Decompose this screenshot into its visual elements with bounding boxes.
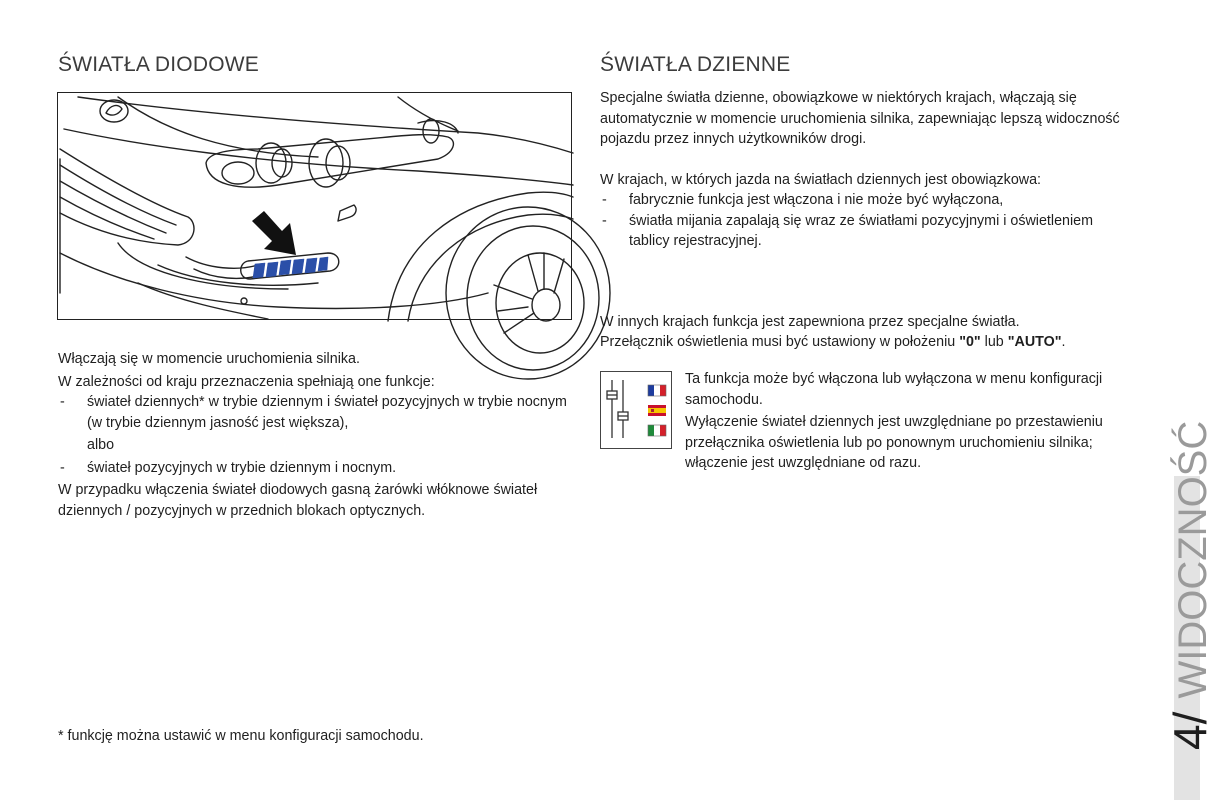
paragraph: W przypadku włączenia świateł diodowych gasną żarówki włóknowe świateł dziennych / pozycyjnych w przednich blokach optycznych.	[58, 482, 538, 519]
config-menu-note	[685, 369, 1115, 474]
paragraph: Ta funkcja może być włączona lub wyłączona w menu konfiguracji samochodu.	[685, 371, 1103, 408]
dash-list	[58, 392, 578, 433]
flag-es-icon	[648, 405, 666, 416]
chapter-number: 4	[1164, 724, 1216, 750]
brand-badge-icon	[100, 100, 128, 122]
paragraph: Wyłączenie świateł dziennych jest uwzględniane po przestawieniu przełącznika oświetlenia lub po ponownym uruchomieniu silnika; włączenie jest uwzględniane od razu.	[685, 414, 1103, 471]
section-title-led-lights: ŚWIATŁA DIODOWE	[58, 53, 259, 76]
dash-list	[600, 190, 1130, 252]
chapter-label	[1164, 420, 1216, 750]
dash-list	[58, 458, 578, 479]
flag-it-icon	[648, 425, 666, 436]
paragraph: Włączają się w momencie uruchomienia silnika.	[58, 351, 360, 367]
daytime-lights-description	[600, 88, 1130, 353]
arrow-pointer-icon	[252, 211, 296, 255]
switch-position-0: "0"	[959, 334, 981, 350]
led-lights-illustration	[57, 92, 572, 320]
list-item: - fabrycznie funkcja jest włączona i nie może być wyłączona,	[600, 190, 1130, 211]
footnote: * funkcję można ustawić w menu konfiguracji samochodu.	[58, 728, 424, 744]
chapter-title: WIDOCZNOŚĆ	[1171, 420, 1215, 699]
flag-fr-icon	[648, 385, 666, 396]
switch-position-auto: "AUTO"	[1007, 334, 1062, 350]
paragraph: Specjalne światła dzienne, obowiązkowe w niektórych krajach, włączają się automatycznie w momencie uruchomienia silnika, zapewniając lepszą widoczność pojazdu przez innych użytkowników drogi.	[600, 90, 1120, 147]
config-menu-sliders-flags-icon	[600, 371, 672, 449]
led-lights-description	[58, 349, 578, 521]
chapter-slash: /	[1164, 711, 1216, 725]
list-item: - światła mijania zapalają się wraz ze światłami pozycyjnymi i oświetleniem tablicy rejestracyjnej.	[600, 211, 1130, 252]
section-title-daytime-lights: ŚWIATŁA DZIENNE	[600, 53, 791, 76]
paragraph-or: albo	[87, 437, 115, 453]
paragraph: W zależności od kraju przeznaczenia spełniają one funkcje:	[58, 373, 435, 390]
list-item: - świateł dziennych* w trybie dziennym i świateł pozycyjnych w trybie nocnym (w trybie dziennym jasność jest większa),	[58, 392, 578, 433]
paragraph: Przełącznik oświetlenia musi być ustawiony w położeniu "0" lub "AUTO".	[600, 334, 1066, 350]
paragraph: W innych krajach funkcja jest zapewniona przez specjalne światła.	[600, 313, 1020, 330]
paragraph: W krajach, w których jazda na światłach dziennych jest obowiązkowa:	[600, 171, 1042, 188]
list-item: - świateł pozycyjnych w trybie dziennym i nocnym.	[58, 458, 578, 479]
